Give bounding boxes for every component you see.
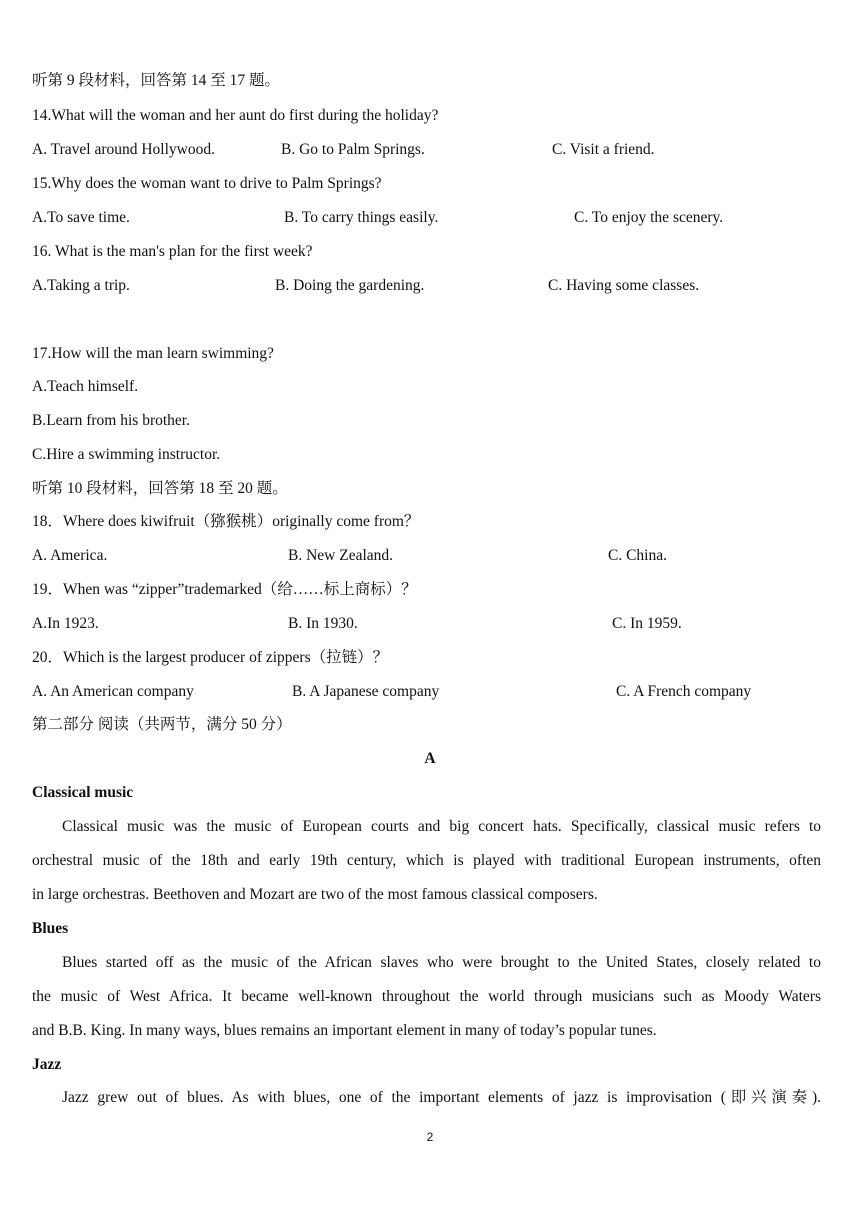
q16-option-b: B. Doing the gardening. [275, 277, 425, 294]
q19-option-c: C. In 1959. [612, 615, 682, 632]
q16-option-a: A.Taking a trip. [32, 277, 130, 294]
q18-option-c: C. China. [608, 547, 667, 564]
section10-header: 听第 10 段材料，回答第 18 至 20 题。 [32, 480, 288, 497]
q16-question: 16. What is the man's plan for the first week? [32, 243, 313, 260]
section9-header: 听第 9 段材料，回答第 14 至 17 题。 [32, 72, 281, 89]
q14-option-c: C. Visit a friend. [552, 141, 655, 158]
q17-question: 17.How will the man learn swimming? [32, 345, 274, 362]
q14-question: 14.What will the woman and her aunt do first during the holiday? [32, 107, 439, 124]
blues-line-3: and B.B. King. In many ways, blues remains an important element in many of today’s popular tunes. [32, 1022, 657, 1039]
q19-option-a: A.In 1923. [32, 615, 99, 632]
classical-heading: Classical music [32, 784, 134, 801]
q19-option-b: B. In 1930. [288, 615, 358, 632]
q17-option-c: C.Hire a swimming instructor. [32, 446, 221, 463]
part2-header: 第二部分 阅读（共两节，满分 50 分） [32, 716, 292, 733]
q17-option-a: A.Teach himself. [32, 378, 139, 395]
blues-line-1: Blues started off as the music of the African slaves who were brought to the United States, closely related to [62, 954, 821, 971]
q20-option-a: A. An American company [32, 683, 194, 700]
passage-label: A [424, 750, 436, 767]
jazz-heading: Jazz [32, 1056, 62, 1073]
q16-option-c: C. Having some classes. [548, 277, 700, 294]
q15-question: 15.Why does the woman want to drive to Palm Springs? [32, 175, 382, 192]
jazz-line-1: Jazz grew out of blues. As with blues, one of the important elements of jazz is improvisation (即兴演奏). [62, 1089, 821, 1106]
q18-option-a: A. America. [32, 547, 108, 564]
q20-option-c: C. A French company [616, 683, 752, 700]
q14-option-a: A. Travel around Hollywood. [32, 141, 215, 158]
q17-option-b: B.Learn from his brother. [32, 412, 190, 429]
q15-option-b: B. To carry things easily. [284, 209, 439, 226]
classical-line-1: Classical music was the music of European courts and big concert hats. Specifically, classical music refers to [62, 818, 821, 835]
classical-line-2: orchestral music of the 18th and early 19th century, which is played with traditional European instruments, often [32, 852, 821, 869]
q19-question: 19．When was “zipper”trademarked（给……标上商标）？ [32, 581, 417, 598]
q20-question: 20．Which is the largest producer of zippers（拉链）？ [32, 649, 389, 666]
q18-option-b: B. New Zealand. [288, 547, 394, 564]
q20-option-b: B. A Japanese company [292, 683, 440, 700]
q18-question: 18．Where does kiwifruit（猕猴桃）originally come from？ [32, 513, 420, 530]
blues-line-2: the music of West Africa. It became well-known throughout the world through musicians such as Moody Waters [32, 988, 821, 1005]
q14-option-b: B. Go to Palm Springs. [281, 141, 425, 158]
q15-option-c: C. To enjoy the scenery. [574, 209, 724, 226]
classical-line-3: in large orchestras. Beethoven and Mozart are two of the most famous classical composers. [32, 886, 598, 903]
q15-option-a: A.To save time. [32, 209, 130, 226]
blues-heading: Blues [32, 920, 69, 937]
page-number: 2 [426, 1130, 434, 1144]
